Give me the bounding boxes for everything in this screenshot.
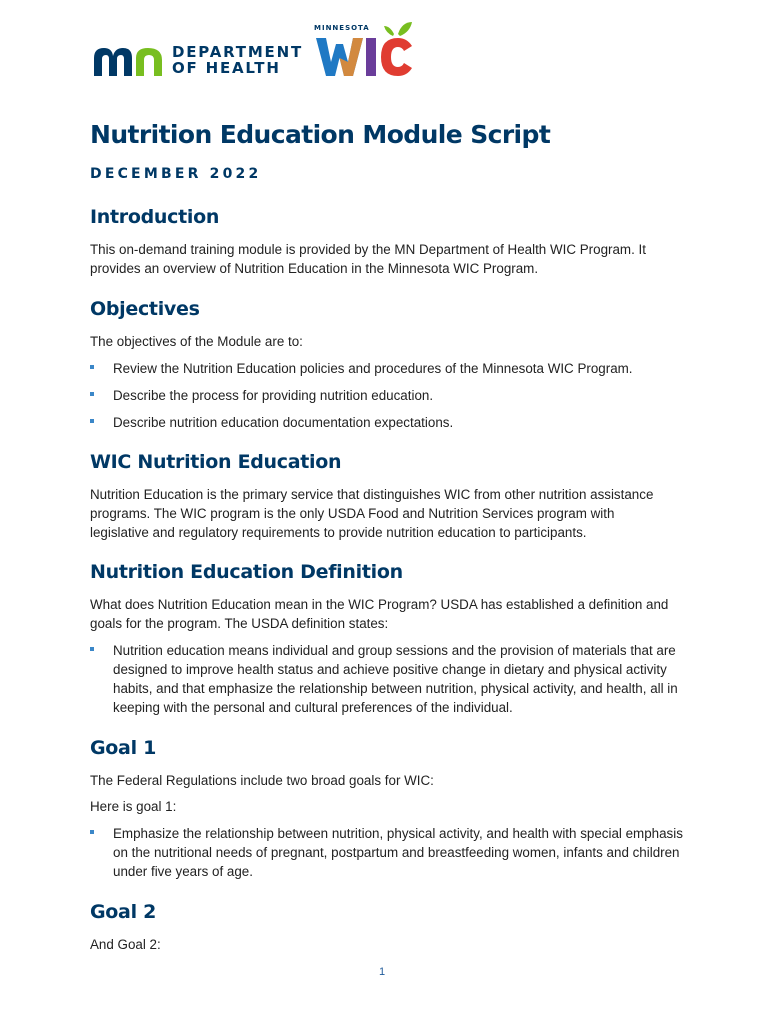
wic-nutrition-education-heading: WIC Nutrition Education (90, 451, 342, 473)
mdh-logo-line1: DEPARTMENT (172, 43, 303, 61)
bullet-square-icon (90, 365, 94, 369)
introduction-paragraph: This on-demand training module is provided by the MN Department of Health WIC Program. It provides an overview of Nutrition Education in the Minnesota WIC Program. (90, 242, 646, 276)
wic-logo-mark-icon (314, 20, 424, 82)
objectives-bullet-text: Describe nutrition education documentation expectations. (113, 415, 454, 430)
page-number: 1 (379, 966, 386, 978)
mn-department-of-health-logo (92, 42, 302, 82)
definition-heading: Nutrition Education Definition (90, 561, 403, 583)
goal1-heading: Goal 1 (90, 737, 157, 759)
goal2-paragraph: And Goal 2: (90, 937, 161, 952)
goal2-heading: Goal 2 (90, 901, 157, 923)
bullet-square-icon (90, 647, 94, 651)
wic-nutrition-education-paragraph: Nutrition Education is the primary service that distinguishes WIC from other nutrition assistance programs. The WIC program is the only USDA Food and Nutrition Services program with legislative and regulatory requirements to provide nutrition education to participants. (90, 487, 654, 540)
mdh-logo-text (172, 44, 303, 76)
objectives-bullet-text: Describe the process for providing nutrition education. (113, 388, 434, 403)
page-title: Nutrition Education Module Script (90, 120, 551, 149)
goal1-bullet-text: Emphasize the relationship between nutrition, physical activity, and health with special emphasis on the nutritional needs of pregnant, postpartum and breastfeeding women, infants and children under five years of age. (113, 826, 683, 879)
objectives-intro: The objectives of the Module are to: (90, 334, 303, 349)
definition-paragraph: What does Nutrition Education mean in the WIC Program? USDA has established a definition and goals for the program. The USDA definition states: (90, 597, 669, 631)
mn-logo-mark-icon (92, 44, 164, 78)
mdh-logo-line2: OF HEALTH (172, 59, 281, 77)
objectives-bullet-text: Review the Nutrition Education policies and procedures of the Minnesota WIC Program. (113, 361, 633, 376)
bullet-square-icon (90, 830, 94, 834)
objectives-heading: Objectives (90, 298, 200, 320)
minnesota-wic-logo (314, 20, 424, 82)
logo-header (92, 20, 432, 82)
bullet-square-icon (90, 392, 94, 396)
goal1-paragraph-2: Here is goal 1: (90, 799, 177, 814)
wic-logo-state: MINNESOTA (314, 24, 370, 32)
definition-bullet-text: Nutrition education means individual and group sessions and the provision of materials that are designed to improve health status and achieve positive change in dietary and physical activity habits, and that emphasize the relationship between nutrition, physical activity, and health, all in keeping with the personal and cultural preferences of the individual. (113, 643, 678, 715)
bullet-square-icon (90, 419, 94, 423)
goal1-paragraph-1: The Federal Regulations include two broad goals for WIC: (90, 773, 434, 788)
document-date: DECEMBER 2022 (90, 166, 262, 182)
introduction-heading: Introduction (90, 206, 220, 228)
